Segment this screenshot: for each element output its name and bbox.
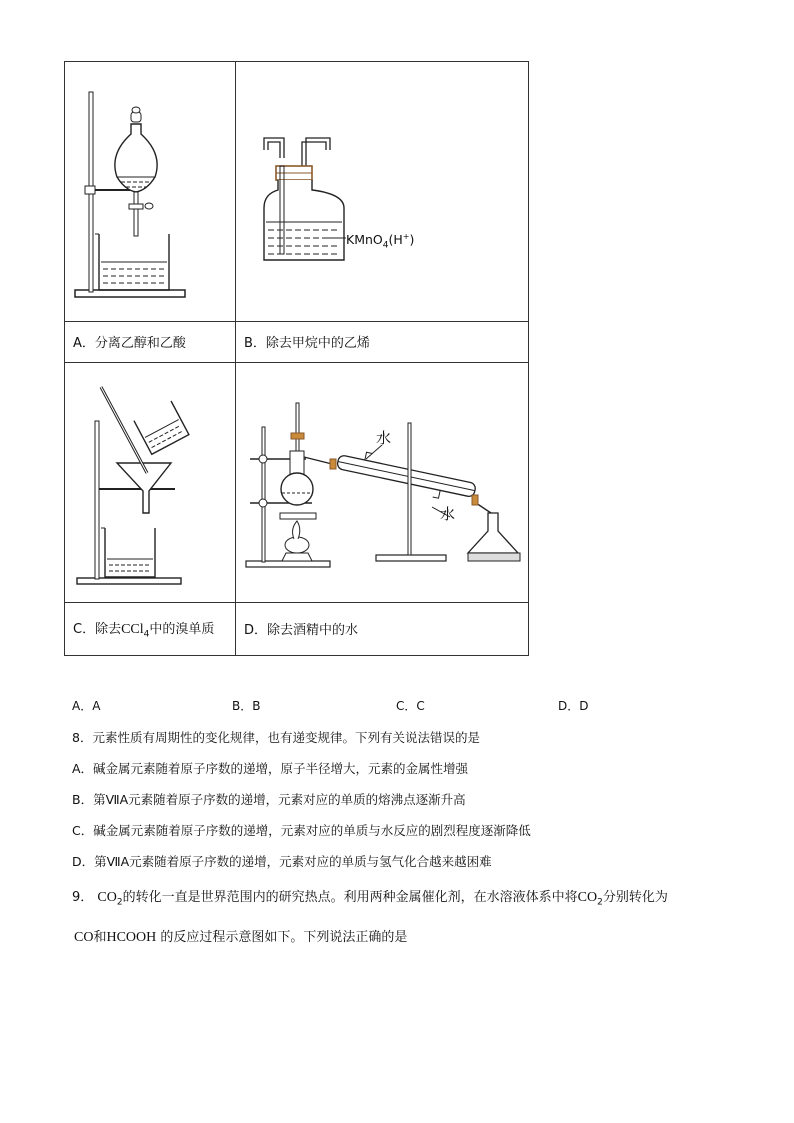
option-d[interactable]: D．D bbox=[558, 699, 589, 713]
separatory-funnel-figure bbox=[65, 62, 235, 320]
q8-option-a[interactable]: A．碱金属元素随着原子序数的递增，原子半径增大，元素的金属性增强 bbox=[72, 761, 469, 776]
water-in-label: 水 bbox=[440, 505, 456, 523]
gas-washing-bottle-figure bbox=[236, 62, 530, 320]
q8-option-d[interactable]: D．第ⅦA元素随着原子序数的递增，元素对应的单质与氢气化合越来越困难 bbox=[72, 854, 492, 869]
option-b[interactable]: B．B bbox=[232, 699, 261, 713]
q8-stem: 8．元素性质有周期性的变化规律，也有递变规律。下列有关说法错误的是 bbox=[72, 730, 480, 745]
q9-stem-line1: 9． $CO_2$的转化一直是世界范围内的研究热点。利用两种金属催化剂，在水溶液体系中将$CO_2$分别转化为 bbox=[72, 890, 668, 908]
caption-d: D．除去酒精中的水 bbox=[236, 602, 529, 655]
caption-b: B．除去甲烷中的乙烯 bbox=[236, 321, 529, 362]
caption-c: C．除去CCl$_4$中的溴单质 bbox=[65, 602, 236, 655]
apparatus-b-cell bbox=[236, 62, 529, 322]
apparatus-a-cell bbox=[65, 62, 236, 322]
apparatus-table bbox=[64, 61, 529, 656]
q8-option-b[interactable]: B．第ⅦA元素随着原子序数的递增，元素对应的单质的熔沸点逐渐升高 bbox=[72, 792, 466, 807]
q7-options bbox=[72, 697, 632, 713]
q8-option-c[interactable]: C．碱金属元素随着原子序数的递增，元素对应的单质与水反应的剧烈程度逐渐降低 bbox=[72, 823, 531, 838]
option-a[interactable]: A．A bbox=[72, 699, 101, 713]
water-out-label: 水 bbox=[376, 429, 392, 447]
q9-stem-line2: CO和HCOOH 的反应过程示意图如下。下列说法正确的是 bbox=[74, 930, 408, 945]
apparatus-c-cell bbox=[65, 363, 236, 603]
kmno4-label: KMnO$_4$(H+) bbox=[346, 232, 415, 251]
option-c[interactable]: C．C bbox=[396, 699, 425, 713]
filtration-figure bbox=[65, 363, 235, 601]
apparatus-d-cell bbox=[236, 363, 529, 603]
caption-a: A．分离乙醇和乙酸 bbox=[65, 321, 236, 362]
distillation-figure bbox=[236, 363, 530, 601]
